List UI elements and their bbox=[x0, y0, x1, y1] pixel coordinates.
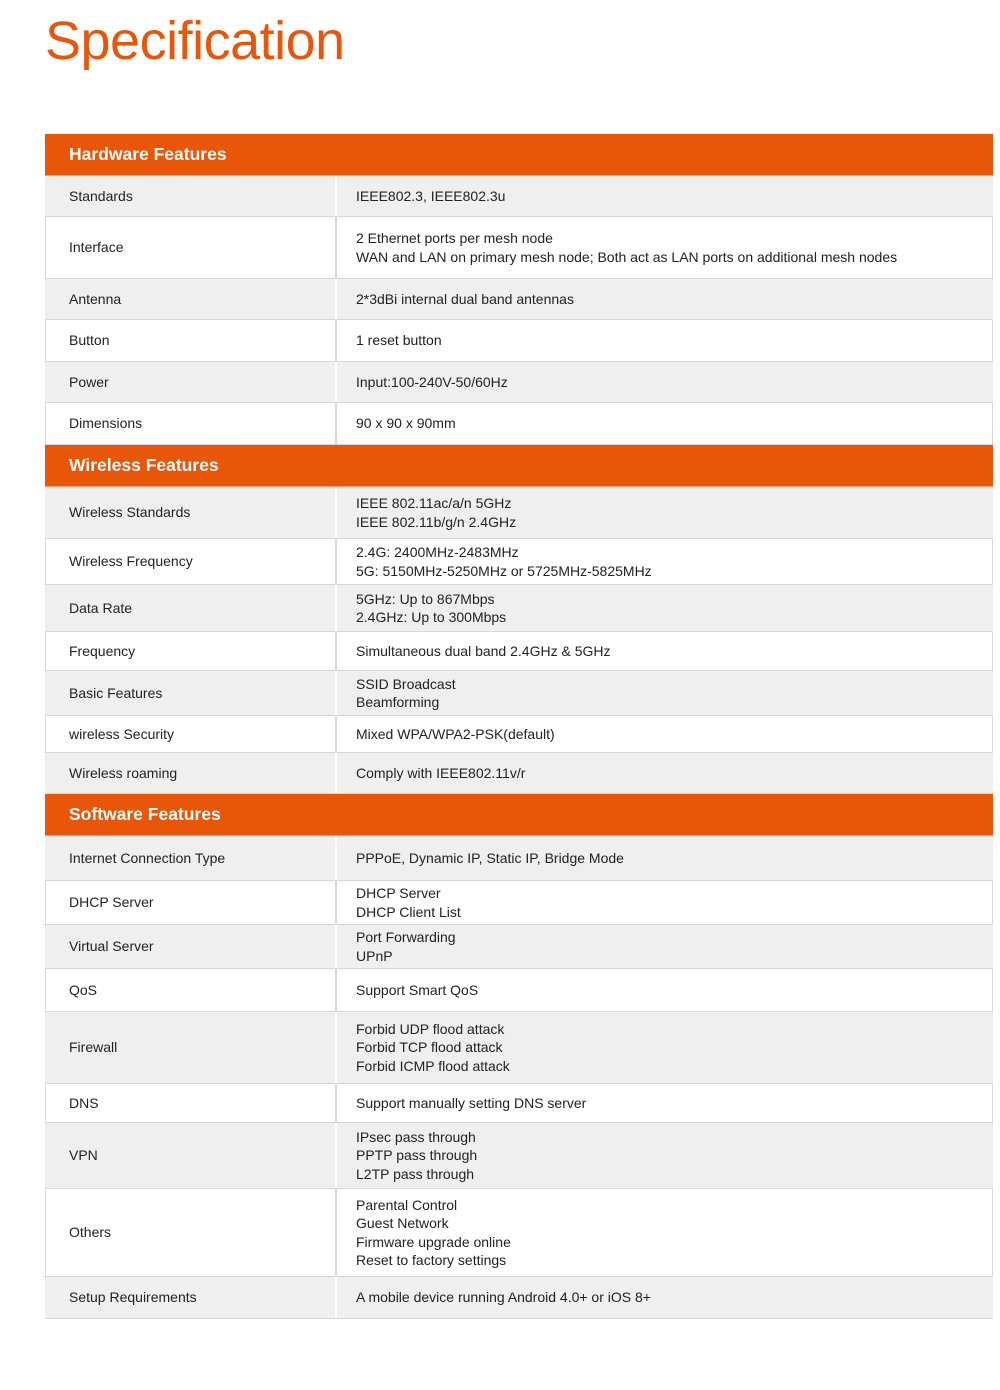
spec-value-line: Firmware upgrade online bbox=[356, 1233, 511, 1250]
spec-value bbox=[337, 881, 992, 924]
spec-value bbox=[337, 362, 992, 402]
spec-row bbox=[45, 279, 993, 320]
spec-value bbox=[337, 1123, 992, 1188]
spec-row bbox=[45, 1012, 993, 1084]
spec-value-line: WAN and LAN on primary mesh node; Both act as LAN ports on additional mesh nodes bbox=[356, 248, 898, 265]
spec-row bbox=[45, 1123, 993, 1189]
spec-value-line: UPnP bbox=[356, 947, 393, 964]
spec-value bbox=[337, 716, 992, 752]
spec-table bbox=[45, 134, 993, 1319]
spec-value-line: 2.4G: 2400MHz-2483MHz bbox=[356, 544, 519, 560]
spec-label: Interface bbox=[46, 217, 337, 278]
spec-value bbox=[337, 1012, 992, 1083]
spec-label: Internet Connection Type bbox=[46, 836, 337, 880]
spec-row bbox=[45, 836, 993, 881]
page-title: Specification bbox=[45, 11, 345, 71]
spec-label: Wireless roaming bbox=[46, 753, 337, 793]
spec-value bbox=[337, 969, 992, 1011]
spec-value-line: Reset to factory settings bbox=[356, 1252, 507, 1268]
spec-value bbox=[337, 1277, 992, 1318]
spec-value-line: 1 reset button bbox=[356, 332, 442, 349]
spec-value-line: 5G: 5150MHz-5250MHz or 5725MHz-5825MHz bbox=[356, 562, 652, 579]
spec-row bbox=[45, 881, 993, 925]
spec-value bbox=[337, 539, 992, 584]
spec-value-line: 2*3dBi internal dual band antennas bbox=[356, 290, 574, 307]
spec-label: wireless Security bbox=[46, 716, 337, 752]
spec-value-line: Comply with IEEE802.11v/r bbox=[356, 764, 526, 781]
spec-value-line: DHCP Server bbox=[356, 885, 441, 901]
spec-label: Frequency bbox=[46, 632, 337, 670]
spec-value bbox=[337, 632, 992, 670]
spec-row bbox=[45, 176, 993, 217]
spec-value bbox=[337, 403, 992, 444]
spec-value bbox=[337, 487, 992, 538]
spec-value-line: Port Forwarding bbox=[356, 929, 456, 945]
spec-label: Wireless Standards bbox=[46, 487, 337, 538]
spec-value-line: SSID Broadcast bbox=[356, 675, 456, 692]
spec-value-line: Forbid UDP flood attack bbox=[356, 1020, 505, 1037]
spec-value bbox=[337, 279, 992, 319]
spec-label: DNS bbox=[46, 1084, 337, 1122]
spec-row bbox=[45, 671, 993, 716]
spec-label: Wireless Frequency bbox=[46, 539, 337, 584]
spec-value-line: IEEE 802.11b/g/n 2.4GHz bbox=[356, 513, 517, 530]
spec-row bbox=[45, 487, 993, 539]
spec-row bbox=[45, 585, 993, 632]
spec-value-line: Input:100-240V-50/60Hz bbox=[356, 373, 508, 390]
spec-label: Power bbox=[46, 362, 337, 402]
spec-label: Firewall bbox=[46, 1012, 337, 1083]
spec-value-line: Beamforming bbox=[356, 694, 440, 710]
spec-row bbox=[45, 320, 993, 362]
spec-row bbox=[45, 362, 993, 403]
spec-value-line: Parental Control bbox=[356, 1196, 458, 1213]
spec-value-line: Support Smart QoS bbox=[356, 981, 479, 998]
spec-value-line: Forbid ICMP flood attack bbox=[356, 1057, 510, 1074]
spec-row bbox=[45, 716, 993, 753]
spec-row bbox=[45, 1277, 993, 1319]
spec-row bbox=[45, 217, 993, 279]
spec-row bbox=[45, 1084, 993, 1123]
spec-label: Others bbox=[46, 1189, 337, 1276]
section-header: Wireless Features bbox=[45, 445, 993, 487]
spec-value-line: L2TP pass through bbox=[356, 1165, 475, 1182]
spec-row bbox=[45, 403, 993, 445]
spec-value-line: PPTP pass through bbox=[356, 1147, 478, 1164]
spec-value-line: 2 Ethernet ports per mesh node bbox=[356, 230, 553, 246]
spec-value-line: 2.4GHz: Up to 300Mbps bbox=[356, 609, 507, 625]
spec-value bbox=[337, 1084, 992, 1122]
spec-value-line: IEEE 802.11ac/a/n 5GHz bbox=[356, 495, 512, 511]
spec-label: QoS bbox=[46, 969, 337, 1011]
spec-value bbox=[337, 585, 992, 631]
spec-label: Data Rate bbox=[46, 585, 337, 631]
spec-value bbox=[337, 753, 992, 793]
spec-value bbox=[337, 1189, 992, 1276]
spec-value-line: IEEE802.3, IEEE802.3u bbox=[356, 187, 506, 204]
spec-value bbox=[337, 671, 992, 715]
spec-row bbox=[45, 539, 993, 585]
spec-row bbox=[45, 1189, 993, 1277]
spec-value-line: PPPoE, Dynamic IP, Static IP, Bridge Mode bbox=[356, 849, 624, 866]
spec-value-line: Forbid TCP flood attack bbox=[356, 1039, 503, 1056]
section-header: Hardware Features bbox=[45, 134, 993, 176]
spec-value-line: DHCP Client List bbox=[356, 903, 461, 920]
spec-value bbox=[337, 836, 992, 880]
spec-row bbox=[45, 969, 993, 1012]
spec-value bbox=[337, 176, 992, 216]
spec-label: Dimensions bbox=[46, 403, 337, 444]
spec-value-line: 5GHz: Up to 867Mbps bbox=[356, 590, 495, 607]
spec-label: Virtual Server bbox=[46, 925, 337, 968]
spec-value bbox=[337, 925, 992, 968]
spec-label: Antenna bbox=[46, 279, 337, 319]
spec-label: DHCP Server bbox=[46, 881, 337, 924]
spec-label: VPN bbox=[46, 1123, 337, 1188]
spec-value bbox=[337, 320, 992, 361]
spec-value-line: 90 x 90 x 90mm bbox=[356, 415, 456, 432]
spec-label: Button bbox=[46, 320, 337, 361]
spec-row bbox=[45, 632, 993, 671]
spec-value-line: Guest Network bbox=[356, 1215, 449, 1231]
spec-value-line: A mobile device running Android 4.0+ or iOS 8+ bbox=[356, 1289, 651, 1306]
spec-value-line: IPsec pass through bbox=[356, 1128, 476, 1145]
spec-value-line: Mixed WPA/WPA2-PSK(default) bbox=[356, 725, 555, 742]
spec-label: Setup Requirements bbox=[46, 1277, 337, 1318]
spec-label: Standards bbox=[46, 176, 337, 216]
spec-row bbox=[45, 753, 993, 794]
spec-value bbox=[337, 217, 992, 278]
spec-value-line: Support manually setting DNS server bbox=[356, 1094, 587, 1111]
spec-row bbox=[45, 925, 993, 969]
spec-value-line: Simultaneous dual band 2.4GHz & 5GHz bbox=[356, 642, 611, 659]
spec-label: Basic Features bbox=[46, 671, 337, 715]
section-header: Software Features bbox=[45, 794, 993, 836]
